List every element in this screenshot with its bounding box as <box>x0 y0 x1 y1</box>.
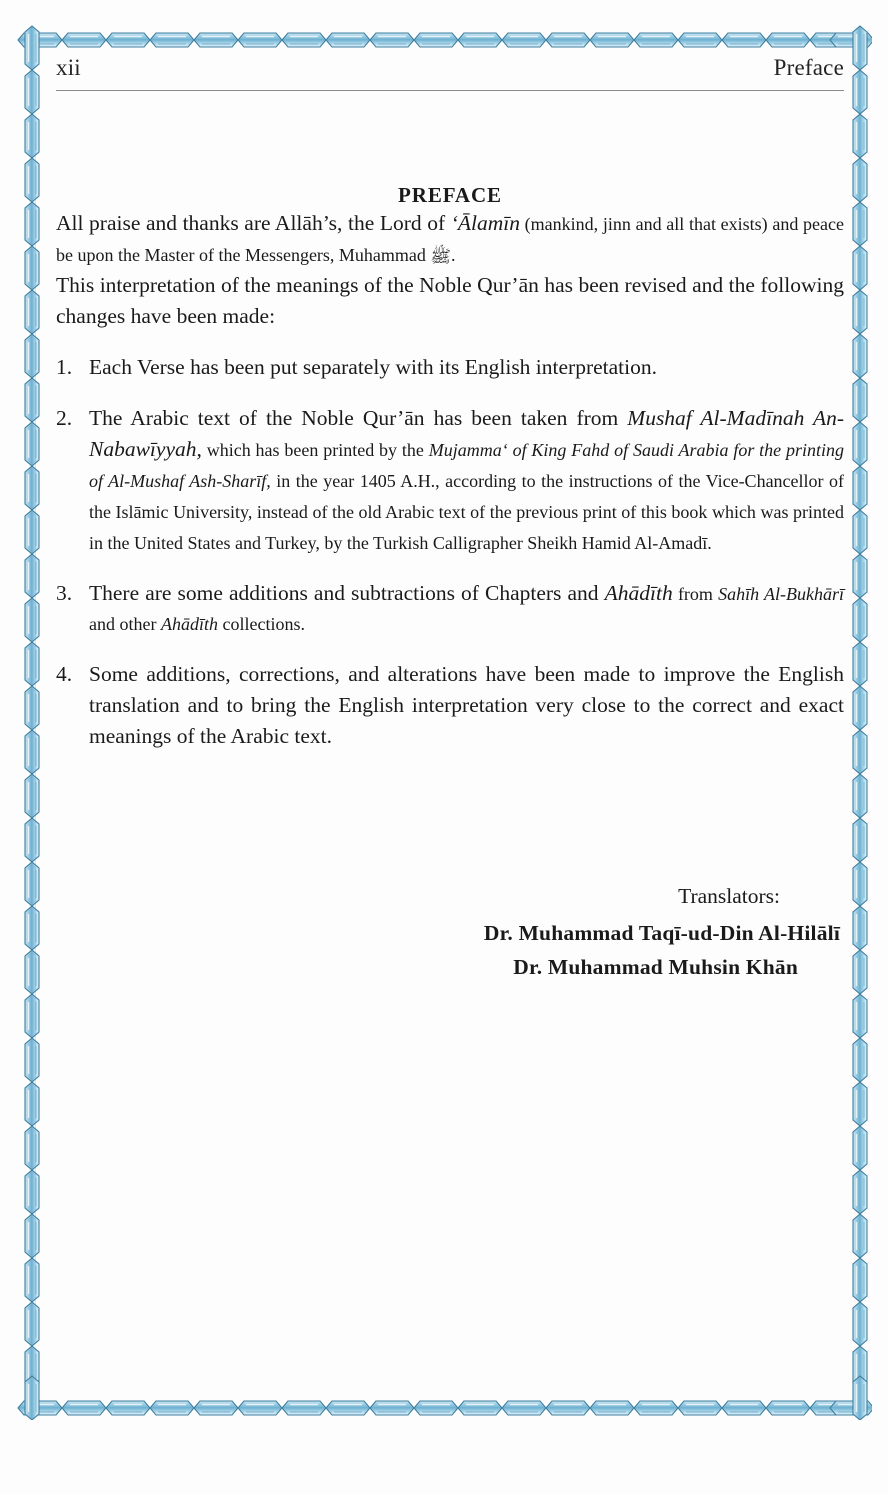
paragraph-1-italic-term: ‘Ālamīn <box>450 211 520 235</box>
list-item-small-italic: Mujamma‘ of King Fahd of Saudi Arabia for the printing of Al-Mushaf Ash-Sharīf, <box>89 439 845 491</box>
list-item-small-italic: Sahīh Al-Bukhārī <box>718 583 845 604</box>
list-item-number: 1. <box>56 354 73 379</box>
list-item <box>56 352 844 383</box>
list-item <box>56 578 844 640</box>
preface-paragraph-2: This interpretation of the meanings of the Noble Qur’ān has been revised and the following changes have been made: <box>56 272 844 328</box>
page-title: PREFACE <box>398 183 502 207</box>
changes-list <box>56 352 844 752</box>
header-rule <box>56 90 844 91</box>
list-item-text: Some additions, corrections, and alterations have been made to improve the English translation and to bring the English interpretation very close to the correct and exact meanings of the Arabic text. <box>89 662 844 749</box>
list-item <box>56 403 844 558</box>
folio-number: xii <box>56 55 81 80</box>
list-item-text: Each Verse has been put separately with its English interpretation. <box>89 354 657 379</box>
chain-border-bottom-icon <box>16 1386 872 1420</box>
list-item-italic: Mushaf Al-Madīnah An-Nabawīyyah, <box>89 405 844 461</box>
translators-label: Translators: <box>678 884 780 909</box>
list-item-text: There are some additions and subtractions of Chapters and <box>89 580 605 605</box>
list-item-number: 3. <box>56 580 73 605</box>
chain-border-left-icon <box>16 24 50 1420</box>
list-item-text: The Arabic text of the Noble Qur’ān has been taken from <box>89 405 628 430</box>
list-item-small-italic-2: Ahādīth <box>160 614 218 635</box>
translator-name-2: Dr. Muhammad Muhsin Khān <box>513 955 798 980</box>
list-item-small: which has been printed by the <box>201 439 429 460</box>
running-head <box>56 55 844 81</box>
page-edge-rule <box>35 60 36 1400</box>
preface-paragraph-1 <box>56 208 844 270</box>
paragraph-1-end: . <box>450 244 456 265</box>
translators-signature-block <box>56 884 844 980</box>
list-item-small-tail: in the year 1405 A.H., according to the instructions of the Vice-Chancellor of the Islāmic University, instead of the old Arabic text of the previous print of this book which was printed in the United States and Turkey, by the Turkish Calligrapher Sheikh Hamid Al-Amadī. <box>89 470 845 553</box>
list-item-italic: Ahādīth <box>604 580 673 605</box>
list-item-number: 2. <box>56 405 73 430</box>
list-item-small: from <box>672 583 719 604</box>
running-head-title: Preface <box>773 55 844 80</box>
paragraph-1-tail: (mankind, jinn and all that exists) and peace be upon the Master of the Messengers, Muhammad <box>56 214 845 265</box>
list-item <box>56 659 844 752</box>
list-item-small-tail: collections. <box>217 614 305 635</box>
list-item-small-mid: and other <box>89 614 161 635</box>
paragraph-1-lead: All praise and thanks are Allāh’s, the Lord of <box>56 211 451 235</box>
chain-border-top-icon <box>16 24 872 58</box>
sallallahu-alayhi-wasallam-glyph: ﷺ <box>430 246 451 266</box>
translator-name-1: Dr. Muhammad Taqī-ud-Din Al-Hilālī <box>483 921 840 946</box>
list-item-number: 4. <box>56 662 73 687</box>
page-content <box>56 55 844 980</box>
